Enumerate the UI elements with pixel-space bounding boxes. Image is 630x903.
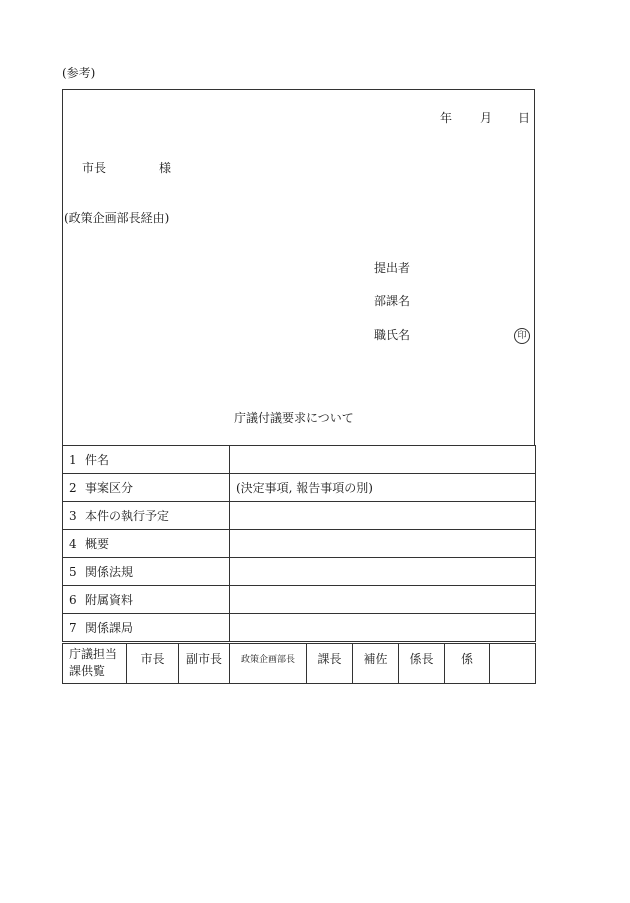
item-value-cell: [230, 558, 536, 586]
approval-cell-section-chief: 課長: [307, 644, 353, 684]
item-label-cell: [63, 502, 230, 530]
document-subject: 庁議付議要求について: [234, 411, 354, 425]
approval-header-line2: 課供覧: [69, 664, 106, 678]
item-label-cell: [63, 586, 230, 614]
table-row: [63, 502, 536, 530]
item-label-cell: [63, 474, 230, 502]
request-header-box: [62, 89, 535, 446]
table-row: [63, 530, 536, 558]
request-items-table: [62, 445, 536, 642]
item-label-cell: [63, 558, 230, 586]
item-label: 件名: [85, 453, 110, 467]
seal-icon: 印: [514, 328, 530, 344]
approval-cell-policy-director: 政策企画部長: [230, 644, 307, 684]
approval-cell-assistant: 補佐: [353, 644, 399, 684]
approval-cell-unit-chief: 係長: [399, 644, 445, 684]
date-year: 年: [440, 111, 453, 125]
approval-stamp-table: [62, 643, 536, 684]
item-number: 3: [69, 509, 77, 523]
item-label: 本件の執行予定: [85, 509, 170, 523]
item-label: 事案区分: [85, 481, 134, 495]
item-value-cell: [230, 530, 536, 558]
date-month: 月: [480, 111, 493, 125]
addressee-honorific: 様: [159, 161, 172, 175]
via-note: (政策企画部長経由): [64, 211, 170, 225]
item-value-cell: [230, 586, 536, 614]
table-row: [63, 446, 536, 474]
item-number: 6: [69, 593, 77, 607]
item-number: 2: [69, 481, 77, 495]
submitter-label: 提出者: [374, 261, 411, 275]
approval-cell-deputy-mayor: 副市長: [179, 644, 230, 684]
item-label: 概要: [85, 537, 110, 551]
seal-mark: [514, 327, 530, 344]
name-label: 職氏名: [374, 328, 411, 342]
approval-cell-mayor: 市長: [127, 644, 179, 684]
item-number: 7: [69, 621, 77, 635]
department-label: 部課名: [374, 294, 411, 308]
reference-note: (参考): [62, 66, 96, 80]
table-row: [63, 614, 536, 642]
item-value-cell: [230, 502, 536, 530]
table-row: [63, 558, 536, 586]
approval-cell-staff: 係: [445, 644, 490, 684]
approval-row: [63, 644, 536, 684]
date-day: 日: [518, 111, 531, 125]
approval-header-line1: 庁議担当: [69, 647, 118, 661]
item-label: 関係課局: [85, 621, 134, 635]
approval-cell-blank: [490, 644, 536, 684]
addressee-name: 市長: [82, 161, 107, 175]
item-label-cell: [63, 446, 230, 474]
item-label: 関係法規: [85, 565, 134, 579]
item-label-cell: [63, 530, 230, 558]
table-row: [63, 474, 536, 502]
item-value-cell: (決定事項, 報告事項の別): [230, 474, 536, 502]
item-number: 4: [69, 537, 77, 551]
item-value-cell: [230, 614, 536, 642]
item-number: 1: [69, 453, 77, 467]
approval-header-cell: [63, 644, 127, 684]
item-number: 5: [69, 565, 77, 579]
item-value-cell: [230, 446, 536, 474]
item-label-cell: [63, 614, 230, 642]
table-row: [63, 586, 536, 614]
item-label: 附属資料: [85, 593, 134, 607]
